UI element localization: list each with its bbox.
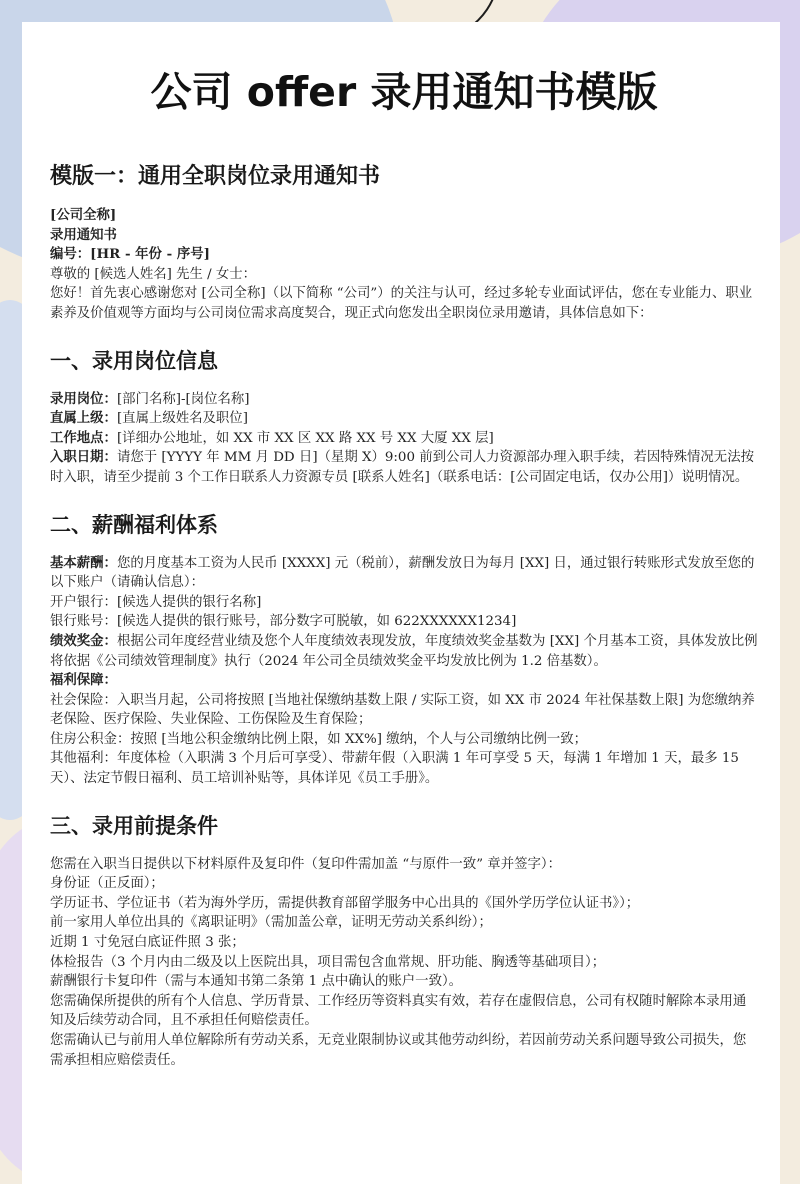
position-line: [50, 390, 758, 410]
serial-line: [50, 245, 758, 265]
condition-line: 薪酬银行卡复印件（需与本通知书第二条第 1 点中确认的账户一致）。: [50, 974, 463, 990]
document-content: [50, 22, 758, 1070]
other-welfare-line: 其他福利：年度体检（入职满 3 个月后可享受）、带薪年假（入职满 1 年可享受 5 天，每满 1 年增加 1 天，最多 15 天）、法定节假日福利、员工培训补贴等，具体详见《员工手册》。: [50, 751, 739, 787]
onboard-line: [50, 448, 758, 487]
location-line: [50, 429, 758, 449]
document-card: [22, 22, 780, 1184]
salary-label: 基本薪酬：: [50, 554, 117, 571]
serial-label: 编号：: [50, 246, 91, 263]
bonus-label: 绩效奖金：: [50, 632, 117, 649]
serial-value: [HR - 年份 - 序号]: [90, 246, 210, 263]
section-2-heading: 二、薪酬福利体系: [50, 512, 218, 537]
condition-line: 近期 1 寸免冠白底证件照 3 张；: [50, 935, 245, 951]
condition-line: 学历证书、学位证书（若为海外学历，需提供教育部留学服务中心出具的《国外学历学位认证书》）；: [50, 895, 640, 911]
supervisor-label: 直属上级：: [50, 410, 117, 427]
position-label: 录用岗位：: [50, 390, 117, 407]
onboard-value: 请您于 [YYYY 年 MM 月 DD 日]（星期 X）9:00 前到公司人力资源部办理入职手续，若因特殊情况无法按时入职，请至少提前 3 个工作日联系人力资源专员 [联系人姓名]（联系电话：[公司固定电话，仅办公用]）说明情况。: [50, 450, 754, 485]
condition-line: 前一家用人单位出具的《离职证明》（需加盖公章，证明无劳动关系纠纷）；: [50, 915, 492, 931]
section-1-heading: 一、录用岗位信息: [50, 348, 218, 373]
bank-line: 开户银行：[候选人提供的银行名称]: [50, 594, 262, 610]
bonus-value: 根据公司年度经营业绩及您个人年度绩效表现发放，年度绩效奖金基数为 [XX] 个月基本工资，具体发放比例将依据《公司绩效管理制度》执行（2024 年公司全员绩效奖金平均发放比例为 1.2 倍基数）。: [50, 633, 758, 669]
welfare-label: 福利保障：: [50, 672, 117, 689]
salary-value: 您的月度基本工资为人民币 [XXXX] 元（税前），薪酬发放日为每月 [XX] 日，通过银行转账形式发放至您的以下账户（请确认信息）：: [50, 555, 755, 591]
position-value: [部门名称]-[岗位名称]: [116, 391, 250, 407]
bonus-line: [50, 632, 758, 671]
condition-line: 体检报告（3 个月内由二级及以上医院出具，项目需包含血常规、肝功能、胸透等基础项目）；: [50, 954, 606, 970]
document-title: 公司 offer 录用通知书模版: [150, 68, 658, 116]
salary-line: [50, 554, 758, 593]
salutation: 尊敬的 [候选人姓名] 先生 / 女士：: [50, 266, 257, 282]
housing-fund-line: 住房公积金：按照 [当地公积金缴纳比例上限，如 XX%] 缴纳，个人与公司缴纳比例一致；: [50, 731, 588, 747]
social-insurance-line: 社会保险：入职当月起，公司将按照 [当地社保缴纳基数上限 / 实际工资，如 XX 市 2024 年社保基数上限] 为您缴纳养老保险、医疗保险、失业保险、工伤保险及生育保险；: [50, 692, 755, 728]
account-line: 银行账号：[候选人提供的银行账号，部分数字可脱敏，如 622XXXXXX1234]: [50, 614, 517, 630]
supervisor-value: [直属上级姓名及职位]: [116, 411, 248, 427]
template-heading: 模版一：通用全职岗位录用通知书: [50, 164, 381, 189]
onboard-label: 入职日期：: [50, 449, 117, 466]
intro-paragraph: 您好！首先衷心感谢您对 [公司全称]（以下简称 “公司”）的关注与认可，经过多轮专业面试评估，您在专业能力、职业素养及价值观等方面均与公司岗位需求高度契合，现正式向您发出全职岗位录用邀请，具体信息如下：: [50, 286, 753, 321]
supervisor-line: [50, 409, 758, 429]
location-value: [详细办公地址，如 XX 市 XX 区 XX 路 XX 号 XX 大厦 XX 层]: [116, 430, 494, 446]
condition-line: 您需确认已与前用人单位解除所有劳动关系，无竞业限制协议或其他劳动纠纷，若因前劳动关系问题导致公司损失，您需承担相应赔偿责任。: [50, 1033, 747, 1068]
condition-line: 身份证（正反面）；: [50, 876, 164, 892]
condition-line: 您需确保所提供的所有个人信息、学历背景、工作经历等资料真实有效，若存在虚假信息，公司有权随时解除本录用通知及后续劳动合同，且不承担任何赔偿责任。: [50, 993, 747, 1029]
condition-line: 您需在入职当日提供以下材料原件及复印件（复印件需加盖 “与原件一致” 章并签字）：: [50, 856, 561, 872]
location-label: 工作地点：: [50, 429, 117, 446]
section-3-heading: 三、录用前提条件: [50, 813, 218, 838]
company-name: [公司全称]: [50, 207, 117, 223]
doc-name: 录用通知书: [50, 226, 117, 243]
